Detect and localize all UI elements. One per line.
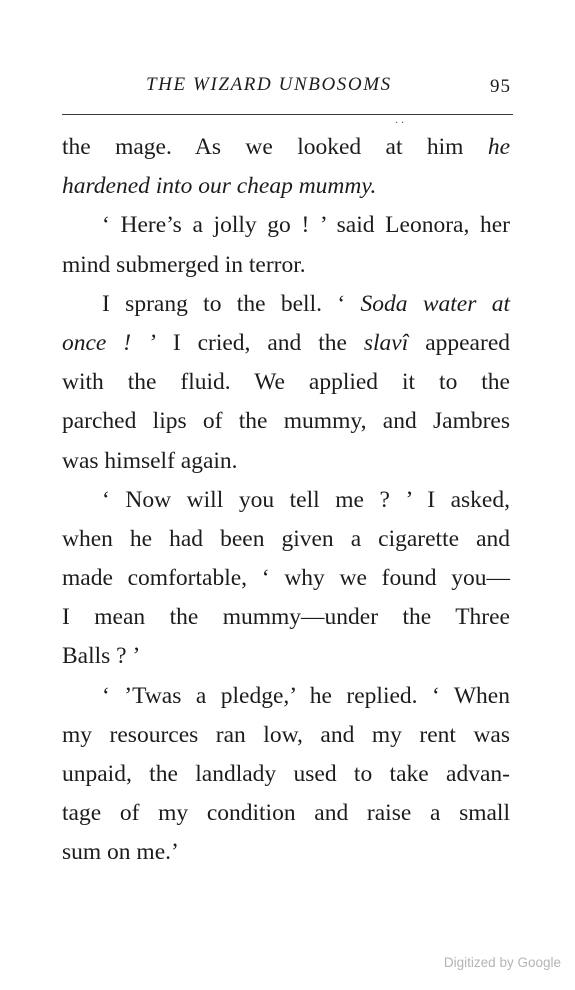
text-run: I sprang to the bell. ‘ <box>102 290 361 317</box>
text-run: appeared <box>408 329 510 356</box>
running-head <box>0 72 575 102</box>
digitized-watermark: Digitized by Google <box>443 955 561 970</box>
text-line: made comfortable, ‘ why we found you— <box>62 565 510 592</box>
text-line: parched lips of the mummy, and Jambres <box>62 408 510 435</box>
text-run: the mage. As we looked at him <box>62 134 488 160</box>
running-title: THE WIZARD UNBOSOMS <box>146 74 392 95</box>
text-line: with the fluid. We applied it to the <box>62 369 510 396</box>
text-line <box>62 285 510 324</box>
text-line: I mean the mummy—under the Three <box>62 604 510 631</box>
text-line: ‘ Here’s a jolly go ! ’ said Leonora, her <box>102 212 510 239</box>
header-rule <box>62 114 513 115</box>
text-line: was himself again. <box>62 447 238 474</box>
page-number: 95 <box>490 76 511 97</box>
text-line: when he had been given a cigarette and <box>62 525 510 552</box>
text-line: sum on me.’ <box>62 839 179 866</box>
page-body <box>62 128 510 873</box>
text-line: ‘ ’Twas a pledge,’ he replied. ‘ When <box>102 682 510 709</box>
italic-run: Soda water at <box>360 290 511 317</box>
text-line: Balls ? ’ <box>62 643 141 670</box>
text-line: my resources ran low, and my rent was <box>62 721 510 748</box>
text-line <box>62 128 510 167</box>
text-line: mind submerged in terror. <box>62 251 306 278</box>
italic-run: he <box>487 134 510 160</box>
italic-run: once ! ’ <box>62 329 156 356</box>
text-line: tage of my condition and raise a small <box>62 800 510 827</box>
text-line: ‘ Now will you tell me ? ’ I asked, <box>102 486 510 513</box>
text-run: I cried, and the <box>155 329 364 356</box>
text-line: unpaid, the landlady used to take advan- <box>62 761 510 787</box>
text-line <box>62 324 510 363</box>
text-line <box>62 167 510 206</box>
print-speck: · · <box>395 118 405 129</box>
italic-run: hardened into our cheap mummy. <box>62 173 377 200</box>
italic-run: slavî <box>363 329 409 356</box>
